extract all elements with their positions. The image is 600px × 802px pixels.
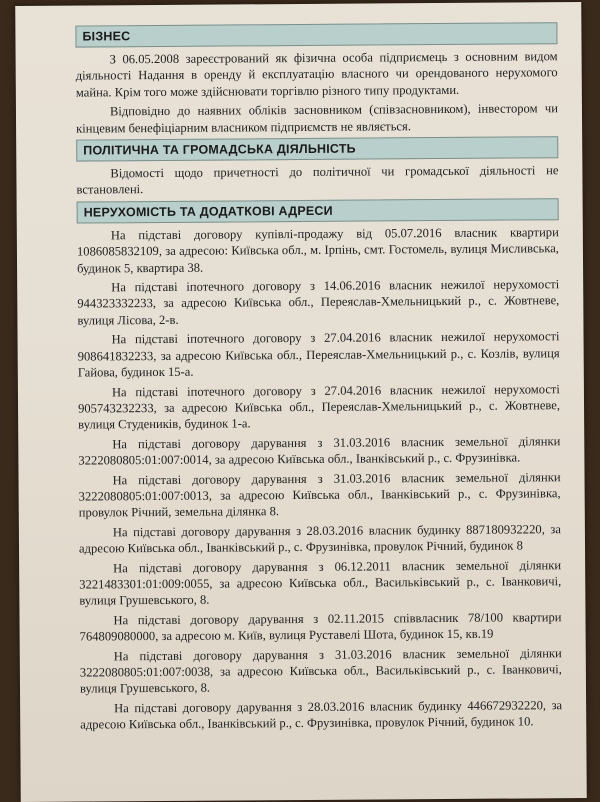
paragraph: На підставі договору купівлі-продажу від 05.07.2016 власник квартири 1086085832109, за адресою: Київська обл., м. Ірпінь, смт. Гостомель, вулиця Мисливська, будинок 5, квартира 38.: [76, 225, 559, 276]
section-header: НЕРУХОМІСТЬ ТА ДОДАТКОВІ АДРЕСИ: [77, 198, 559, 223]
paragraph: На підставі договору дарування з 28.03.2016 власник будинку 887180932220, за адресою Київська обл., Іванківський р., с. Фрузинівка, провулок Річний, будинок 8: [78, 521, 561, 556]
section-real-estate: [77, 198, 563, 733]
paragraph: На підставі іпотечного договору з 27.04.2016 власник нежилої нерухомості 905743232233, за адресою Київська обл., Переяслав-Хмельницький р., с. Жовтневе, вулиця Студеників, будинок 1-а.: [77, 381, 561, 432]
paragraph: На підставі договору дарування з 31.03.2016 власник земельної ділянки 3222080805:01:007:0013, за адресою Київська обл., Іванківський р., с. Фрузинівка, провулок Річний, земельна ділянка 8.: [78, 469, 561, 520]
section-business: [75, 22, 558, 136]
document-body: [75, 22, 562, 733]
paragraph: На підставі договору дарування з 06.12.2011 власник земельної ділянки 3221483301:01:009:0055, за адресою Київська обл., Васильківський р., с. Іванковичі, вулиця Грушевського, 8.: [79, 557, 562, 608]
paragraph: На підставі іпотечного договору з 27.04.2016 власник нежилої нерухомості 908641832233, за адресою Київська обл., Переяслав-Хмельницький р., с. Козлів, вулиця Гайова, будинок 15-а.: [77, 329, 560, 380]
paragraph: Відповідно до наявних обліків засновником (співзасновником), інвестором чи кінцевим бенефіціарним власником підприємств не являється.: [76, 101, 559, 136]
section-header: ПОЛІТИЧНА ТА ГРОМАДСЬКА ДІЯЛЬНІСТЬ: [76, 136, 558, 161]
paragraph: На підставі іпотечного договору з 14.06.2016 власник нежилої нерухомості 944323332233, за адресою Київська обл., Переяслав-Хмельницький р., с. Жовтневе, вулиця Лісова, 2-в.: [77, 277, 560, 328]
document-page: [15, 2, 587, 802]
section-header: БІЗНЕС: [75, 22, 557, 47]
paragraph: На підставі договору дарування з 31.03.2016 власник земельної ділянки 3222080805:01:007:0014, за адресою Київська обл., Іванківський р., с. Фрузинівка.: [78, 433, 561, 468]
section-political-activity: [76, 136, 558, 198]
paragraph: На підставі договору дарування з 28.03.2016 власник будинку 446672932220, за адресою Київська обл., Іванківський р., с. Фрузинівка, провулок Річний, будинок 10.: [80, 697, 563, 732]
paragraph: На підставі договору дарування з 02.11.2015 співвласник 78/100 квартири 764809080000, за адресою м. Київ, вулиця Руставелі Шота, будинок 15, кв.19: [79, 609, 562, 644]
paragraph: З 06.05.2008 зареєстрований як фізична особа підприємець з основним видом діяльності Надання в оренду й експлуатацію власного чи орендованого нерухомого майна. Крім того може здійснювати торгівлю різного типу продуктами.: [75, 49, 558, 100]
paragraph: На підставі договору дарування з 31.03.2016 власник земельної ділянки 3222080805:01:007:0038, за адресою Київська обл., Васильківський р., с. Іванковичі, вулиця Грушевського, 8.: [79, 645, 562, 696]
paragraph: Відомості щодо причетності до політичної чи громадської діяльності не встановлені.: [76, 163, 559, 197]
